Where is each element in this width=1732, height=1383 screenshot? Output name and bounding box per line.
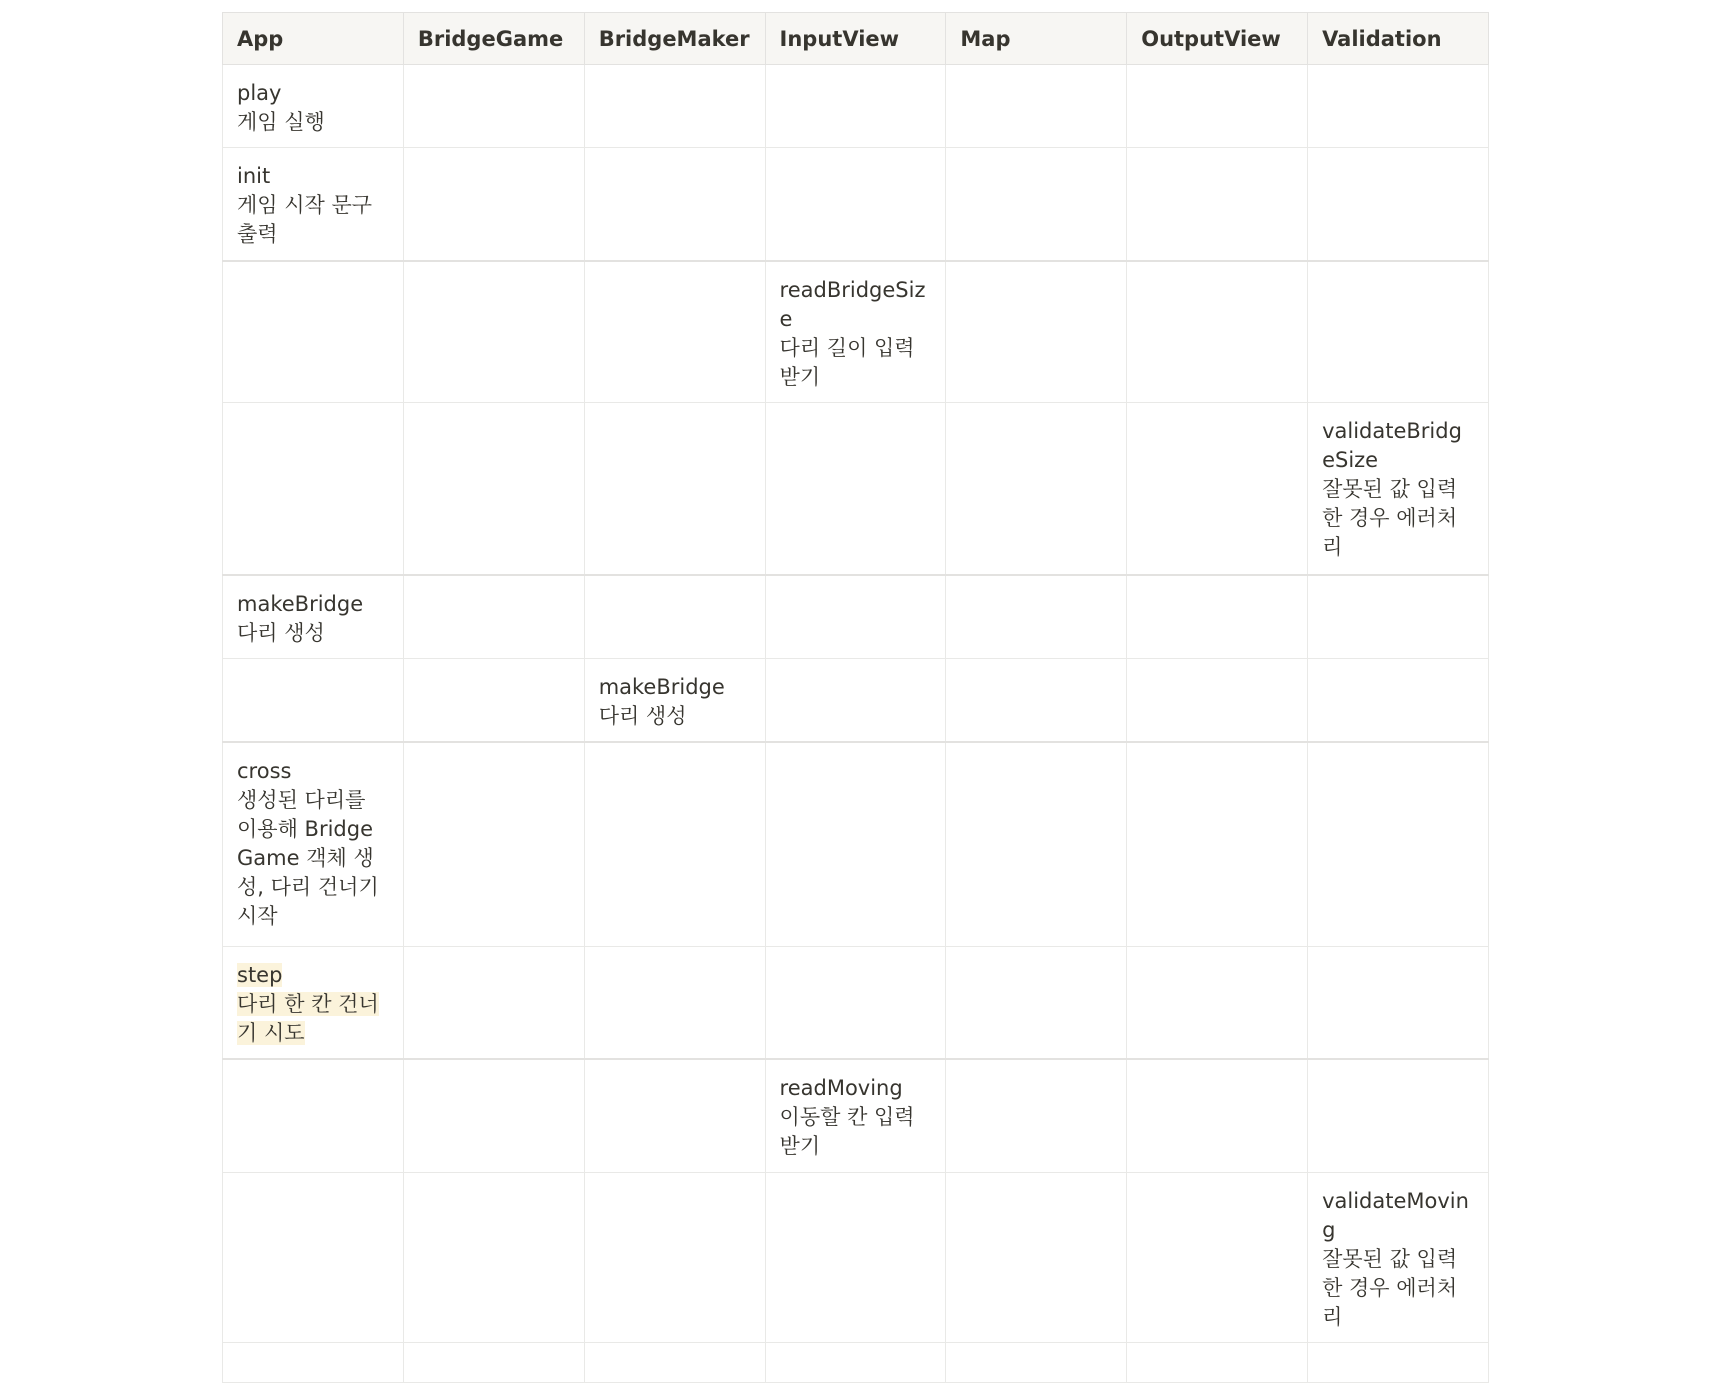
table-cell[interactable]: [1308, 575, 1489, 659]
table-cell[interactable]: [1308, 742, 1489, 946]
table-cell[interactable]: [1308, 1172, 1489, 1342]
table-cell[interactable]: [946, 575, 1127, 659]
table-cell[interactable]: [1308, 946, 1489, 1059]
table-row: [223, 742, 1489, 946]
table-cell[interactable]: [403, 402, 584, 575]
table-cell[interactable]: [403, 1059, 584, 1172]
table-cell[interactable]: [765, 261, 946, 403]
table-cell[interactable]: [403, 65, 584, 148]
table-cell[interactable]: [946, 742, 1127, 946]
table-cell[interactable]: [1127, 65, 1308, 148]
table-cell[interactable]: [1127, 1172, 1308, 1342]
method-table-container: [222, 12, 1488, 1383]
table-cell[interactable]: [946, 659, 1127, 743]
method-name: init: [237, 164, 271, 188]
table-cell[interactable]: [946, 402, 1127, 575]
table-cell[interactable]: [765, 65, 946, 148]
table-cell[interactable]: [1308, 659, 1489, 743]
table-cell[interactable]: [403, 946, 584, 1059]
table-cell[interactable]: [1127, 659, 1308, 743]
table-cell[interactable]: [1127, 946, 1308, 1059]
table-row: [223, 402, 1489, 575]
method-name: step: [237, 962, 283, 987]
table-cell[interactable]: [223, 261, 404, 403]
method-name: cross: [237, 759, 292, 783]
table-cell[interactable]: [223, 742, 404, 946]
table-cell[interactable]: [403, 575, 584, 659]
table-cell[interactable]: [765, 1059, 946, 1172]
cell-content: [599, 673, 751, 731]
column-header-outputview[interactable]: OutputView: [1127, 13, 1308, 65]
table-cell[interactable]: [1308, 261, 1489, 403]
table-cell[interactable]: [584, 659, 765, 743]
table-cell[interactable]: [765, 402, 946, 575]
table-cell[interactable]: [765, 148, 946, 261]
method-description: 이동할 칸 입력 받기: [779, 1105, 915, 1158]
table-cell[interactable]: [765, 1172, 946, 1342]
table-row: [223, 148, 1489, 261]
table-cell[interactable]: [223, 1342, 404, 1382]
table-cell[interactable]: [403, 659, 584, 743]
method-description: 게임 시작 문구 출력: [237, 193, 373, 246]
table-cell[interactable]: [1127, 742, 1308, 946]
method-name: makeBridge: [598, 675, 725, 699]
column-header-validation[interactable]: Validation: [1308, 13, 1489, 65]
table-cell[interactable]: [223, 946, 404, 1059]
table-cell[interactable]: [765, 742, 946, 946]
method-description: 게임 실행: [237, 110, 325, 134]
table-cell[interactable]: [223, 575, 404, 659]
column-header-map[interactable]: Map: [946, 13, 1127, 65]
table-cell[interactable]: [223, 65, 404, 148]
table-cell[interactable]: [223, 402, 404, 575]
table-cell[interactable]: [946, 946, 1127, 1059]
method-description: 다리 생성: [237, 621, 325, 645]
table-cell[interactable]: [765, 659, 946, 743]
column-header-app[interactable]: App: [223, 13, 404, 65]
method-name: makeBridge: [237, 592, 364, 616]
table-cell[interactable]: [946, 148, 1127, 261]
table-cell[interactable]: [1127, 402, 1308, 575]
table-cell[interactable]: [946, 65, 1127, 148]
method-description: 다리 길이 입력 받기: [779, 335, 915, 389]
table-row: [223, 1342, 1489, 1382]
table-cell[interactable]: [223, 1172, 404, 1342]
table-cell[interactable]: [403, 1172, 584, 1342]
table-cell[interactable]: [1308, 65, 1489, 148]
table-cell[interactable]: [223, 148, 404, 261]
table-cell[interactable]: [584, 575, 765, 659]
method-name: play: [237, 81, 282, 105]
column-header-bridgegame[interactable]: BridgeGame: [403, 13, 584, 65]
table-cell[interactable]: [584, 1172, 765, 1342]
table-cell[interactable]: [403, 742, 584, 946]
table-header-row: [223, 13, 1489, 65]
table-cell[interactable]: [946, 1059, 1127, 1172]
table-cell[interactable]: [946, 1172, 1127, 1342]
table-cell[interactable]: [946, 1342, 1127, 1382]
cell-content: [780, 276, 932, 392]
method-name: validateBridgeSize: [1322, 418, 1462, 472]
cell-content: [237, 162, 389, 249]
table-cell[interactable]: [1308, 402, 1489, 575]
method-description: 잘못된 값 입력한 경우 에러처리: [1322, 1246, 1458, 1329]
table-cell[interactable]: [403, 148, 584, 261]
table-cell[interactable]: [403, 1342, 584, 1382]
table-cell[interactable]: [223, 659, 404, 743]
method-description: 잘못된 값 입력한 경우 에러처리: [1322, 476, 1458, 559]
method-name: readBridgeSize: [779, 277, 926, 331]
table-cell[interactable]: [1308, 148, 1489, 261]
table-cell[interactable]: [584, 148, 765, 261]
table-cell[interactable]: [765, 946, 946, 1059]
table-body: [223, 65, 1489, 1383]
cell-content: [780, 1074, 932, 1161]
method-table: [222, 12, 1489, 1383]
table-cell[interactable]: [1308, 1059, 1489, 1172]
cell-content: [237, 79, 389, 137]
cell-content: [237, 590, 389, 648]
table-cell[interactable]: [1127, 1342, 1308, 1382]
table-cell[interactable]: [946, 261, 1127, 403]
table-cell[interactable]: [1308, 1342, 1489, 1382]
table-row: [223, 65, 1489, 148]
table-cell[interactable]: [584, 946, 765, 1059]
cell-content: [237, 961, 389, 1048]
cell-content: [1322, 417, 1474, 562]
table-row: [223, 1059, 1489, 1172]
table-cell[interactable]: [1127, 575, 1308, 659]
table-cell[interactable]: [223, 1059, 404, 1172]
table-row: [223, 261, 1489, 403]
method-description: 다리 한 칸 건너기 시도: [237, 991, 379, 1045]
table-row: [223, 1172, 1489, 1342]
table-cell[interactable]: [765, 1342, 946, 1382]
table-cell[interactable]: [584, 261, 765, 403]
table-cell[interactable]: [765, 575, 946, 659]
table-cell[interactable]: [584, 742, 765, 946]
table-row: [223, 575, 1489, 659]
table-row: [223, 659, 1489, 743]
column-header-bridgemaker[interactable]: BridgeMaker: [584, 13, 765, 65]
table-cell[interactable]: [1127, 1059, 1308, 1172]
table-cell[interactable]: [1127, 261, 1308, 403]
method-description: 생성된 다리를 이용해 BridgeGame 객체 생성, 다리 건너기 시작: [237, 788, 379, 928]
table-cell[interactable]: [584, 402, 765, 575]
method-description: 다리 생성: [598, 704, 687, 728]
table-cell[interactable]: [584, 1342, 765, 1382]
table-cell[interactable]: [584, 65, 765, 148]
table-row: [223, 946, 1489, 1059]
table-cell[interactable]: [1127, 148, 1308, 261]
method-name: readMoving: [779, 1076, 903, 1100]
cell-content: [1322, 1187, 1474, 1332]
method-name: validateMoving: [1322, 1188, 1469, 1242]
column-header-inputview[interactable]: InputView: [765, 13, 946, 65]
cell-content: [237, 757, 389, 931]
table-cell[interactable]: [403, 261, 584, 403]
table-cell[interactable]: [584, 1059, 765, 1172]
